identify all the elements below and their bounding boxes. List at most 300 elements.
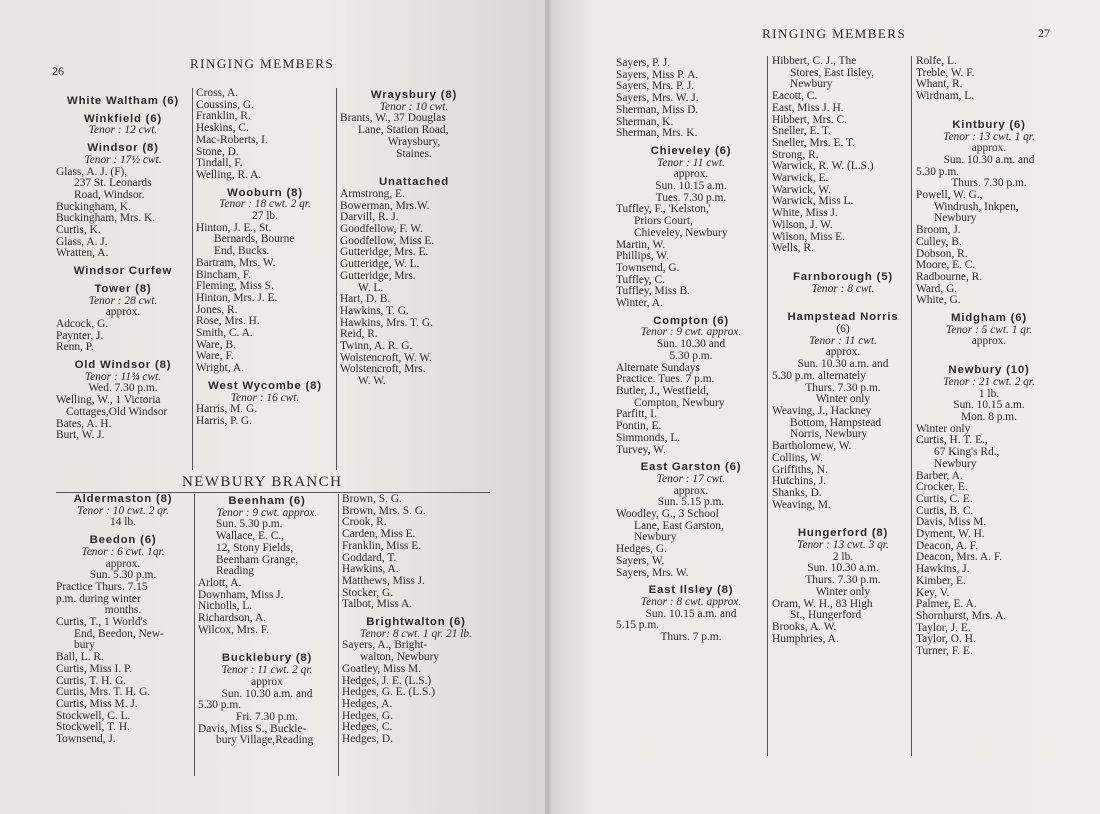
address-continuation: Bottom, Hampstead — [790, 416, 882, 429]
address-continuation: St., Hungerford — [790, 609, 862, 622]
member-name: Collins, W. — [772, 451, 823, 464]
detail-line: approx. — [825, 346, 861, 359]
page-number: 26 — [52, 64, 64, 78]
detail-line: approx. — [971, 335, 1007, 348]
member-name: Tuffley, F., 'Kelston,' — [616, 203, 711, 216]
member-name: p.m. during winter — [56, 592, 141, 605]
column-rule — [338, 494, 339, 776]
member-name: Hibbert, C. J., The — [772, 55, 857, 67]
detail-line: Thurs. 7.30 p.m. — [805, 574, 881, 587]
member-name: Sayers, Mrs. P. J. — [616, 80, 695, 93]
member-name: Sherman, Mrs. K. — [616, 127, 698, 140]
column-left-6 — [342, 494, 490, 746]
member-name: Davis, Miss M. — [916, 516, 987, 529]
tenor-line: Tenor : 11¾ cwt. — [84, 370, 162, 383]
member-name: Hinton, Mrs. J. E. — [196, 291, 278, 304]
tenor-line: Tenor : 8 cwt. approx. — [640, 595, 742, 608]
member-name: Sneller, Mrs. E. T. — [772, 136, 855, 149]
member-name: Stockwell, C. L. — [56, 709, 131, 722]
spacer — [340, 160, 488, 171]
detail-line: approx — [251, 675, 283, 688]
member-name: Radbourne, R. — [916, 270, 983, 283]
member-name: Sayers, Miss P. A. — [616, 68, 699, 81]
member-name: Curtis, T. H. G. — [56, 674, 127, 687]
member-name: Practice Thurs. 7.15 — [56, 580, 148, 593]
member-name: Curtis, Miss M. J. — [56, 697, 138, 710]
detail-line: (6) — [836, 323, 850, 336]
member-name: Hinton, J. E., St. — [196, 221, 272, 234]
member-name: Pontin, E. — [616, 420, 662, 433]
member-name: Tindall, F. — [196, 157, 243, 170]
detail-line: months. — [104, 604, 142, 617]
member-name: 5.15 p.m. — [616, 619, 660, 632]
member-name: Strong, R. — [772, 148, 819, 161]
member-name: Gutteridge, W. L. — [340, 258, 420, 271]
tower-heading: Newbury (10) — [948, 364, 1030, 377]
member-name: Wirdnam, L. — [916, 90, 975, 103]
member-name: Treble, W. F. — [916, 66, 975, 79]
member-name: Wilson, Miss E. — [772, 230, 845, 243]
detail-line: Winter only — [815, 393, 871, 406]
member-name: Reid, R. — [340, 328, 378, 341]
tower-heading: Beenham (6) — [228, 495, 306, 507]
member-name: Sayers, P. J. — [616, 57, 671, 69]
member-name: Heskins, C. — [196, 122, 249, 135]
tower-heading: Winkfield (6) — [83, 112, 162, 125]
address-continuation: Newbury — [634, 531, 677, 544]
tower-heading: Brightwalton (6) — [366, 616, 466, 629]
member-name: Shanks, D. — [772, 486, 822, 499]
member-name: Hart, D. B. — [340, 293, 391, 306]
column-left-1 — [56, 90, 190, 442]
tenor-line: Tenor : 17½ cwt. — [84, 153, 162, 166]
column-left-2 — [196, 88, 334, 428]
member-name: Shornhurst, Mrs. A. — [916, 609, 1007, 622]
member-name: Barber, A. — [916, 469, 963, 482]
tower-heading: Unattached — [378, 176, 450, 189]
tenor-line: Tenor : 18 cwt. 2 qr. — [219, 198, 311, 211]
tower-heading: Midgham (6) — [951, 312, 1027, 325]
member-name: Hedges, J. E. (L.S.) — [342, 674, 432, 687]
member-name: Hawkins, T. G. — [340, 304, 409, 317]
member-name: Stocker, G. — [342, 586, 394, 599]
member-name: Whant, R. — [916, 78, 963, 91]
member-name: Glass, A. J. (F), — [56, 165, 128, 178]
member-name: Hedges, G. — [616, 543, 667, 556]
tower-heading: East Ilsley (8) — [648, 584, 734, 597]
tower-heading: White Waltham (6) — [67, 95, 179, 107]
tenor-line: Tenor : 11 cwt. 2 qr. — [221, 664, 313, 677]
tower-heading: Windsor (8) — [87, 142, 159, 155]
tenor-line: Tenor : 8 cwt. — [811, 282, 875, 295]
tenor-line: Tenor : 16 cwt. — [230, 391, 300, 404]
detail-line: approx. — [971, 142, 1007, 155]
member-name: Simmonds, L. — [616, 431, 681, 444]
member-name: Curtis, H. T. E., — [916, 434, 988, 447]
detail-line: Sun. 5.30 p.m. — [89, 569, 157, 582]
member-name: Taylor, J. E. — [916, 621, 971, 634]
member-name: Rolfe, L. — [916, 55, 957, 67]
member-name: Sayers, Mrs. W. J. — [616, 92, 699, 105]
member-name: Griffiths, N. — [772, 463, 828, 476]
member-name: Carden, Miss E. — [342, 528, 416, 541]
member-name: Deacon, A. F. — [916, 539, 979, 552]
branch-heading: NEWBURY BRANCH — [182, 474, 343, 490]
address-continuation: End, Bucks. — [214, 245, 270, 258]
member-name: Ware, F. — [196, 350, 234, 363]
member-name: Wolstencroft, W. W. — [340, 351, 432, 364]
member-name: Armstrong, E. — [340, 187, 405, 200]
member-name: Ware, B. — [196, 338, 236, 351]
address-continuation: walton, Newbury — [360, 651, 440, 664]
member-name: Sherman, K. — [616, 115, 674, 128]
address-continuation: 237 St. Leonards — [74, 177, 152, 190]
member-name: Wilson, J. W. — [772, 218, 833, 231]
member-name: Brooks, A. W. — [772, 620, 837, 633]
member-name: Downham, Miss J. — [198, 588, 284, 601]
member-name: Hutchins, J. — [772, 475, 827, 488]
tenor-line: Tenor : 6 cwt. 1qr. — [81, 545, 165, 558]
member-name: Goodfellow, F. W. — [340, 223, 423, 236]
detail-line: approx. — [105, 306, 141, 319]
member-name: White, G. — [916, 294, 961, 307]
member-name: Buckingham, K. — [56, 200, 131, 213]
tower-heading: Tower (8) — [94, 282, 152, 295]
member-name: 5.30 p.m. — [198, 699, 242, 712]
member-name: Palmer, E. A. — [916, 598, 977, 611]
address-continuation: W. L. — [358, 281, 384, 294]
column-rule — [194, 494, 195, 776]
column-rule — [911, 56, 912, 756]
tenor-line: Tenor : 5 cwt. 1 qr. — [946, 323, 1032, 336]
member-name: Franklin, Miss E. — [342, 539, 422, 552]
spacer — [916, 348, 1062, 359]
member-name: Oram, W. H., 83 High — [772, 597, 873, 610]
address-continuation: 12, Stony Fields, — [216, 541, 294, 554]
tenor-line: Tenor : 11 cwt. — [657, 156, 725, 169]
member-name: 5.30 p.m. alternately — [772, 369, 866, 382]
member-name: Culley, B. — [916, 235, 962, 248]
member-name: Taylor, O. H. — [916, 633, 976, 646]
tower-heading: East Garston (6) — [640, 461, 742, 474]
member-name: Wolstencroft, Mrs. — [340, 363, 426, 376]
member-name: White, Miss J. — [772, 207, 838, 220]
address-continuation: Newbury — [790, 78, 833, 91]
member-name: Ward, G. — [916, 282, 958, 295]
member-name: Burt, W. J. — [56, 429, 105, 442]
member-name: Powell, W. G., — [916, 189, 983, 202]
detail-line: 1 lb. — [978, 387, 1000, 400]
member-name: Wilcox, Mrs. F. — [198, 623, 270, 636]
member-name: Davis, Miss S., Buckle- — [198, 722, 307, 735]
tower-heading: Wooburn (8) — [227, 186, 303, 199]
detail-line: Sun. 10.30 a.m. and — [221, 687, 313, 700]
member-name: Hedges, C. — [342, 721, 393, 734]
member-name: Stone, D. — [196, 145, 239, 158]
address-continuation: Compton, Newbury — [634, 396, 725, 409]
address-continuation: Newbury — [934, 457, 977, 470]
member-name: Weaving, J., Hackney — [772, 404, 872, 417]
detail-line: Sun. 10.15 a.m. — [655, 180, 727, 193]
tower-heading: Aldermaston (8) — [73, 493, 173, 505]
member-name: Cross, A. — [196, 87, 239, 99]
tower-heading: Compton (6) — [653, 314, 729, 327]
member-name: Warwick, Miss L. — [772, 195, 854, 208]
address-continuation: Windrush, Inkpen, — [934, 200, 1019, 213]
tower-heading: West Wycombe (8) — [208, 379, 322, 392]
detail-line: Sun. 5.15 p.m. — [657, 496, 725, 509]
member-name: Warwick, W. — [772, 183, 831, 196]
member-name: Curtis, T., 1 World's — [56, 616, 148, 629]
tenor-line: Tenor : 10 cwt. — [379, 100, 449, 113]
member-name: Humphries, A. — [772, 632, 839, 645]
member-name: Richardson, A. — [198, 612, 267, 625]
member-name: Mac-Roberts, I. — [196, 133, 268, 146]
member-name: Bincham, F. — [196, 268, 252, 281]
detail-line: 27 lb. — [252, 210, 278, 223]
member-name: Talbot, Miss A. — [342, 598, 413, 611]
tenor-line: Tenor : 17 cwt. — [656, 472, 726, 485]
tower-heading: Bucklebury (8) — [221, 652, 313, 665]
member-name: Weaving, M. — [772, 498, 831, 511]
member-name: Moore, E. C. — [916, 259, 976, 272]
detail-line: Staines. — [396, 147, 432, 160]
tenor-line: Tenor : 21 cwt. 2 qr. — [943, 375, 1035, 388]
column-right-1 — [616, 58, 766, 644]
address-continuation: bury — [74, 639, 95, 652]
spacer — [916, 103, 1062, 114]
member-name: Kimber, E. — [916, 574, 966, 587]
member-name: Welling, W., 1 Victoria — [56, 394, 161, 407]
member-name: Curtis, C. E. — [916, 492, 973, 505]
member-name: Hedges, D. — [342, 733, 393, 746]
member-name: Sneller, E. T. — [772, 125, 831, 138]
member-name: Wright, A. — [196, 362, 244, 375]
column-right-3 — [916, 56, 1062, 658]
member-name: Broom, J. — [916, 224, 961, 237]
member-name: Glass, A. J. — [56, 235, 108, 248]
member-name: Tuffley, Miss B. — [616, 285, 690, 298]
member-name: Hedges, G. E. (L.S.) — [342, 686, 436, 699]
tenor-line: Tenor : 28 cwt. — [88, 294, 158, 307]
member-name: Goodfellow, Miss E. — [340, 234, 435, 247]
member-name: Sherman, Miss D. — [616, 103, 699, 116]
column-rule — [767, 56, 768, 756]
address-continuation: Road, Windsor. — [74, 188, 145, 201]
member-name: Parfitt, I. — [616, 408, 657, 421]
member-name: Crook, R. — [342, 516, 387, 529]
left-page — [0, 0, 548, 814]
member-name: Curtis, B. C. — [916, 504, 974, 517]
member-name: Martin, W. — [616, 238, 666, 251]
detail-line: approx. — [673, 168, 709, 181]
member-name: Welling, R. A. — [196, 168, 262, 181]
detail-line: Thurs. 7.30 p.m. — [951, 177, 1027, 190]
column-right-2 — [772, 56, 914, 645]
detail-line: 5.30 p.m. — [669, 349, 713, 362]
address-continuation: bury Village,Reading — [216, 734, 314, 747]
tower-heading: Windsor Curfew — [73, 265, 173, 278]
tenor-line: Tenor: 8 cwt. 1 qr. 21 lb. — [360, 627, 472, 640]
tower-heading: Hampstead Norris — [787, 311, 899, 324]
column-rule — [336, 88, 337, 470]
address-continuation: Lane, Station Road, — [358, 124, 449, 137]
detail-line: Sun. 10.30 a.m. and — [943, 153, 1035, 166]
member-name: Bowerman, Mrs.W. — [340, 199, 430, 212]
tower-heading: Old Windsor (8) — [74, 359, 172, 372]
member-name: Townsend, G. — [616, 261, 680, 274]
tenor-line: Tenor : 9 cwt. approx. — [640, 326, 742, 339]
member-name: Buckingham, Mrs. K. — [56, 212, 156, 225]
detail-line: 2 lb. — [832, 550, 854, 563]
detail-line: Mon. 8 p.m. — [960, 410, 1017, 423]
detail-line: approx. — [673, 484, 709, 497]
member-name: Deacon, Mrs. A. F. — [916, 551, 1003, 564]
member-name: Renn, P. — [56, 341, 94, 354]
member-name: Phillips, W. — [616, 250, 669, 263]
detail-line: approx. — [105, 557, 141, 570]
address-continuation: Wallace, E. C., — [216, 530, 285, 543]
running-head: RINGING MEMBERS — [190, 56, 335, 71]
tenor-line: Tenor : 12 cwt. — [88, 124, 158, 137]
tenor-line: Tenor : 13 cwt. 3 qr. — [797, 539, 889, 552]
detail-line: Thurs. 7.30 p.m. — [805, 381, 881, 394]
member-name: Hibbert, Mrs. C. — [772, 113, 847, 126]
column-rule — [192, 88, 193, 470]
member-name: Adcock, G. — [56, 317, 109, 330]
member-name: Hedges, A. — [342, 697, 393, 710]
address-continuation: Chieveley, Newbury — [634, 226, 728, 239]
address-continuation: 67 King's Rd., — [934, 446, 1000, 459]
column-left-5 — [198, 490, 336, 747]
address-continuation: Lane, East Garston, — [634, 519, 724, 532]
detail-line: Sun. 10.15 a.m. — [953, 399, 1025, 412]
member-name: 5.30 p.m. — [916, 165, 960, 178]
member-name: Darvill, R. J. — [340, 211, 399, 224]
tower-heading: Chieveley (6) — [650, 144, 732, 157]
detail-line: Tues. 7.30 p.m. — [655, 191, 727, 204]
address-continuation: Bernards, Bourne — [214, 233, 295, 246]
member-name: Rose, Mrs. H. — [196, 315, 260, 328]
detail-line: Sun. 10.30 a.m. — [807, 562, 879, 575]
address-continuation: Norris, Newbury — [790, 428, 868, 441]
detail-line: Thurs. 7 p.m. — [660, 631, 722, 644]
member-name: Warwick, R. W. (L.S.) — [772, 160, 874, 173]
column-left-3 — [340, 84, 488, 388]
member-name: Winter only — [916, 422, 971, 435]
spacer — [772, 295, 914, 306]
detail-line: Fri. 7.30 p.m. — [235, 710, 299, 723]
page-number: 27 — [1038, 26, 1050, 40]
detail-line: Wraysbury, — [387, 135, 441, 148]
member-name: Turner, F. E. — [916, 645, 973, 658]
address-continuation: Stores, East Ilsley, — [790, 66, 875, 79]
member-name: Sayers, A., Bright- — [342, 639, 428, 652]
member-name: Matthews, Miss J. — [342, 574, 425, 587]
address-continuation: Newbury — [934, 212, 977, 225]
member-name: Crocker, E. — [916, 481, 968, 494]
spacer — [198, 636, 336, 647]
member-name: Hawkins, Mrs. T. G. — [340, 316, 433, 329]
address-continuation: Beenham Grange, — [216, 553, 299, 566]
member-name: Bates, A. H. — [56, 417, 112, 430]
member-name: Turvey, W. — [616, 443, 666, 456]
tower-heading: Farnborough (5) — [793, 270, 893, 283]
tower-heading: Kintbury (6) — [952, 118, 1026, 131]
member-name: Ball, L. R. — [56, 651, 104, 664]
member-name: Brants, W., 37 Douglas — [340, 112, 446, 125]
address-continuation: Reading — [216, 565, 254, 578]
member-name: East, Miss J. H. — [772, 101, 844, 114]
member-name: Hawkins, A. — [342, 563, 399, 576]
detail-line: Winter only — [815, 585, 871, 598]
member-name: Curtis, Miss I. P. — [56, 662, 132, 675]
member-name: Coussins, G. — [196, 98, 254, 111]
tenor-line: Tenor : 13 cwt. 1 qr. — [943, 130, 1035, 143]
running-head: RINGING MEMBERS — [762, 26, 907, 41]
address-continuation: Cottages,Old Windsor — [66, 405, 168, 418]
member-name: Wratten, A. — [56, 247, 109, 260]
member-name: Dobson, R. — [916, 247, 968, 260]
member-name: Dyment, W. H. — [916, 528, 985, 541]
column-left-4 — [56, 488, 190, 746]
member-name: Woodley, G., 3 School — [616, 508, 719, 521]
member-name: Curtis, Mrs. T. H. G. — [56, 686, 151, 699]
member-name: Wells, R. — [772, 242, 814, 255]
member-name: Stockwell, T. H. — [56, 721, 130, 734]
detail-line: 14 lb. — [110, 516, 136, 529]
spacer — [772, 255, 914, 266]
tenor-line: Tenor : 10 cwt. 2 qr. — [77, 504, 169, 517]
member-name: Goatley, Miss M. — [342, 662, 421, 675]
member-name: Bartholomew, W. — [772, 440, 852, 453]
address-continuation: W. W. — [358, 375, 386, 388]
member-name: Sayers, W. — [616, 554, 665, 567]
right-page — [548, 0, 1100, 814]
tower-heading: Wraysbury (8) — [370, 89, 458, 101]
member-name: Brown, S. G. — [342, 493, 402, 505]
member-name: Nicholls, L. — [198, 600, 253, 613]
member-name: Curtis, K. — [56, 224, 101, 237]
member-name: Gutteridge, Mrs. — [340, 269, 416, 282]
member-name: Franklin, R. — [196, 110, 251, 123]
member-name: Practice. Tues. 7 p.m. — [616, 373, 715, 386]
address-continuation: Sun. 5.30 p.m. — [216, 518, 283, 531]
member-name: Alternate Sundays — [616, 361, 700, 374]
member-name: Townsend, J. — [56, 733, 116, 746]
spacer — [772, 511, 914, 522]
member-name: Goddard, T. — [342, 551, 397, 564]
member-name: Hedges, G. — [342, 709, 393, 722]
tower-heading: Beedon (6) — [89, 534, 157, 547]
detail-line: Sun. 10.15 a.m. and — [645, 607, 737, 620]
address-continuation: End, Beedon, New- — [74, 627, 164, 640]
member-name: Smith, C. A. — [196, 327, 253, 340]
member-name: Tuffley, C. — [616, 273, 665, 286]
member-name: Hawkins, J. — [916, 563, 970, 576]
address-continuation: Priors Court, — [634, 215, 693, 228]
member-name: Fleming, Miss S. — [196, 280, 274, 293]
tower-heading: Hungerford (8) — [797, 527, 889, 540]
member-name: Winter, A. — [616, 297, 663, 310]
member-name: Arlott, A. — [198, 576, 242, 589]
member-name: Eacott, C. — [772, 90, 818, 103]
member-name: Paynter, J. — [56, 329, 104, 342]
member-name: Sayers, Mrs. W. — [616, 566, 689, 579]
detail-line: Wed. 7.30 p.m. — [88, 382, 158, 395]
member-name: Bartram, Mrs. W. — [196, 256, 276, 269]
member-name: Warwick, E. — [772, 172, 829, 185]
